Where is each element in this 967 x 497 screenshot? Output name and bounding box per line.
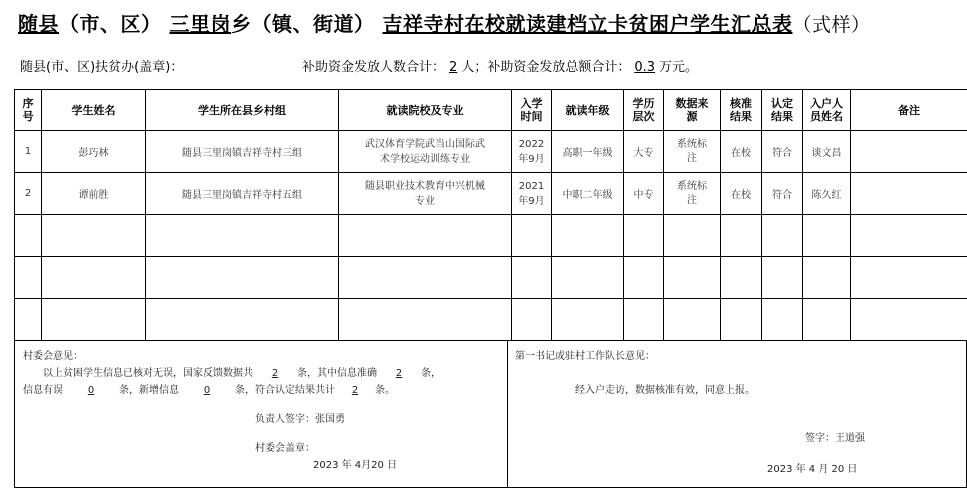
people-value: 2 <box>449 60 458 75</box>
cell-note <box>851 131 967 173</box>
opinion-section <box>14 340 967 488</box>
wrong-count: 0 <box>87 385 95 396</box>
village-opinion-line1: 以上贫困学生信息已核对无误，国家反馈数据共 2 条，其中信息准确 2 条， <box>43 368 441 379</box>
cell-address: 随县三里岗镇吉祥寺村三组 <box>146 131 339 173</box>
total-count: 2 <box>351 385 359 396</box>
cell-confirm: 符合 <box>762 131 803 173</box>
cell-visitor: 陈久红 <box>803 173 851 215</box>
header-enroll-time: 入学 时间 <box>512 90 552 131</box>
empty-row <box>15 257 967 299</box>
cell-grade: 高职一年级 <box>552 131 624 173</box>
cell-name: 彭巧林 <box>42 131 146 173</box>
document-title <box>0 8 967 37</box>
secretary-sign: 签字：王道强 <box>805 433 865 444</box>
header-visitor: 入户人 员姓名 <box>803 90 851 131</box>
cell-visitor: 谈文昌 <box>803 131 851 173</box>
cell-no: 2 <box>15 173 42 215</box>
amount-value: 0.3 <box>634 60 656 75</box>
cell-level: 大专 <box>624 131 664 173</box>
title-township-suffix: 乡（镇、街道） <box>231 12 375 36</box>
secretary-opinion-text: 经入户走访，数据核准有效，同意上报。 <box>575 385 755 396</box>
title-main: 吉祥寺村在校就读建档立卡贫困户学生汇总表 <box>382 12 793 36</box>
village-signer: 负责人签字：张国勇 <box>255 414 345 425</box>
village-date: 2023 年 4月20 日 <box>313 460 398 471</box>
new-count: 0 <box>203 385 211 396</box>
student-table <box>14 89 967 341</box>
cell-school: 武汉体育学院武当山国际武 术学校运动训练专业 <box>339 131 512 173</box>
opinion-divider <box>507 340 508 487</box>
header-school: 就读院校及专业 <box>339 90 512 131</box>
header-verify: 核准 结果 <box>721 90 762 131</box>
accurate-count: 2 <box>395 368 403 379</box>
table-row <box>15 173 967 215</box>
header-no: 序 号 <box>15 90 42 131</box>
cell-verify: 在校 <box>721 131 762 173</box>
cell-source: 系统标 注 <box>664 131 721 173</box>
cell-verify: 在校 <box>721 173 762 215</box>
secretary-date: 2023 年 4 月 20 日 <box>767 464 858 475</box>
village-opinion-line2: 信息有误 0 条，新增信息 0 条，符合认定结果共计 2 条。 <box>23 385 395 396</box>
header-grade: 就读年级 <box>552 90 624 131</box>
subsidy-summary <box>302 56 698 75</box>
title-style-note: （式样） <box>792 14 871 36</box>
empty-row <box>15 299 967 341</box>
title-county: 随县 <box>18 12 59 36</box>
cell-source: 系统标 注 <box>664 173 721 215</box>
table-row <box>15 131 967 173</box>
cell-level: 中专 <box>624 173 664 215</box>
empty-row <box>15 215 967 257</box>
cell-confirm: 符合 <box>762 173 803 215</box>
cell-grade: 中职二年级 <box>552 173 624 215</box>
cell-note <box>851 173 967 215</box>
village-seal-label: 村委会盖章： <box>255 443 315 454</box>
title-township: 三里岗 <box>169 12 231 36</box>
secretary-opinion-label: 第一书记或驻村工作队长意见： <box>515 351 655 362</box>
header-address: 学生所在县乡村组 <box>146 90 339 131</box>
cell-address: 随县三里岗镇吉祥寺村五组 <box>146 173 339 215</box>
amount-label: 补助资金发放总额合计： <box>487 60 631 75</box>
cell-name: 谭前胜 <box>42 173 146 215</box>
cell-school: 随县职业技术教育中兴机械 专业 <box>339 173 512 215</box>
subtitle-line <box>20 56 699 75</box>
header-level: 学历 层次 <box>624 90 664 131</box>
village-opinion-label: 村委会意见： <box>23 351 83 362</box>
people-label: 补助资金发放人数合计： <box>302 60 446 75</box>
title-city-paren: （市、区） <box>59 12 162 36</box>
table-header-row <box>15 90 967 131</box>
cell-enroll-time: 2021 年9月 <box>512 173 552 215</box>
header-source: 数据来 源 <box>664 90 721 131</box>
people-unit: 人； <box>461 60 488 75</box>
office-seal-label: 随县(市、区)扶贫办(盖章)： <box>20 60 184 75</box>
header-name: 学生姓名 <box>42 90 146 131</box>
cell-enroll-time: 2022 年9月 <box>512 131 552 173</box>
header-confirm: 认定 结果 <box>762 90 803 131</box>
cell-no: 1 <box>15 131 42 173</box>
amount-unit: 万元。 <box>659 60 699 75</box>
feedback-count: 2 <box>271 368 279 379</box>
header-note: 备注 <box>851 90 967 131</box>
